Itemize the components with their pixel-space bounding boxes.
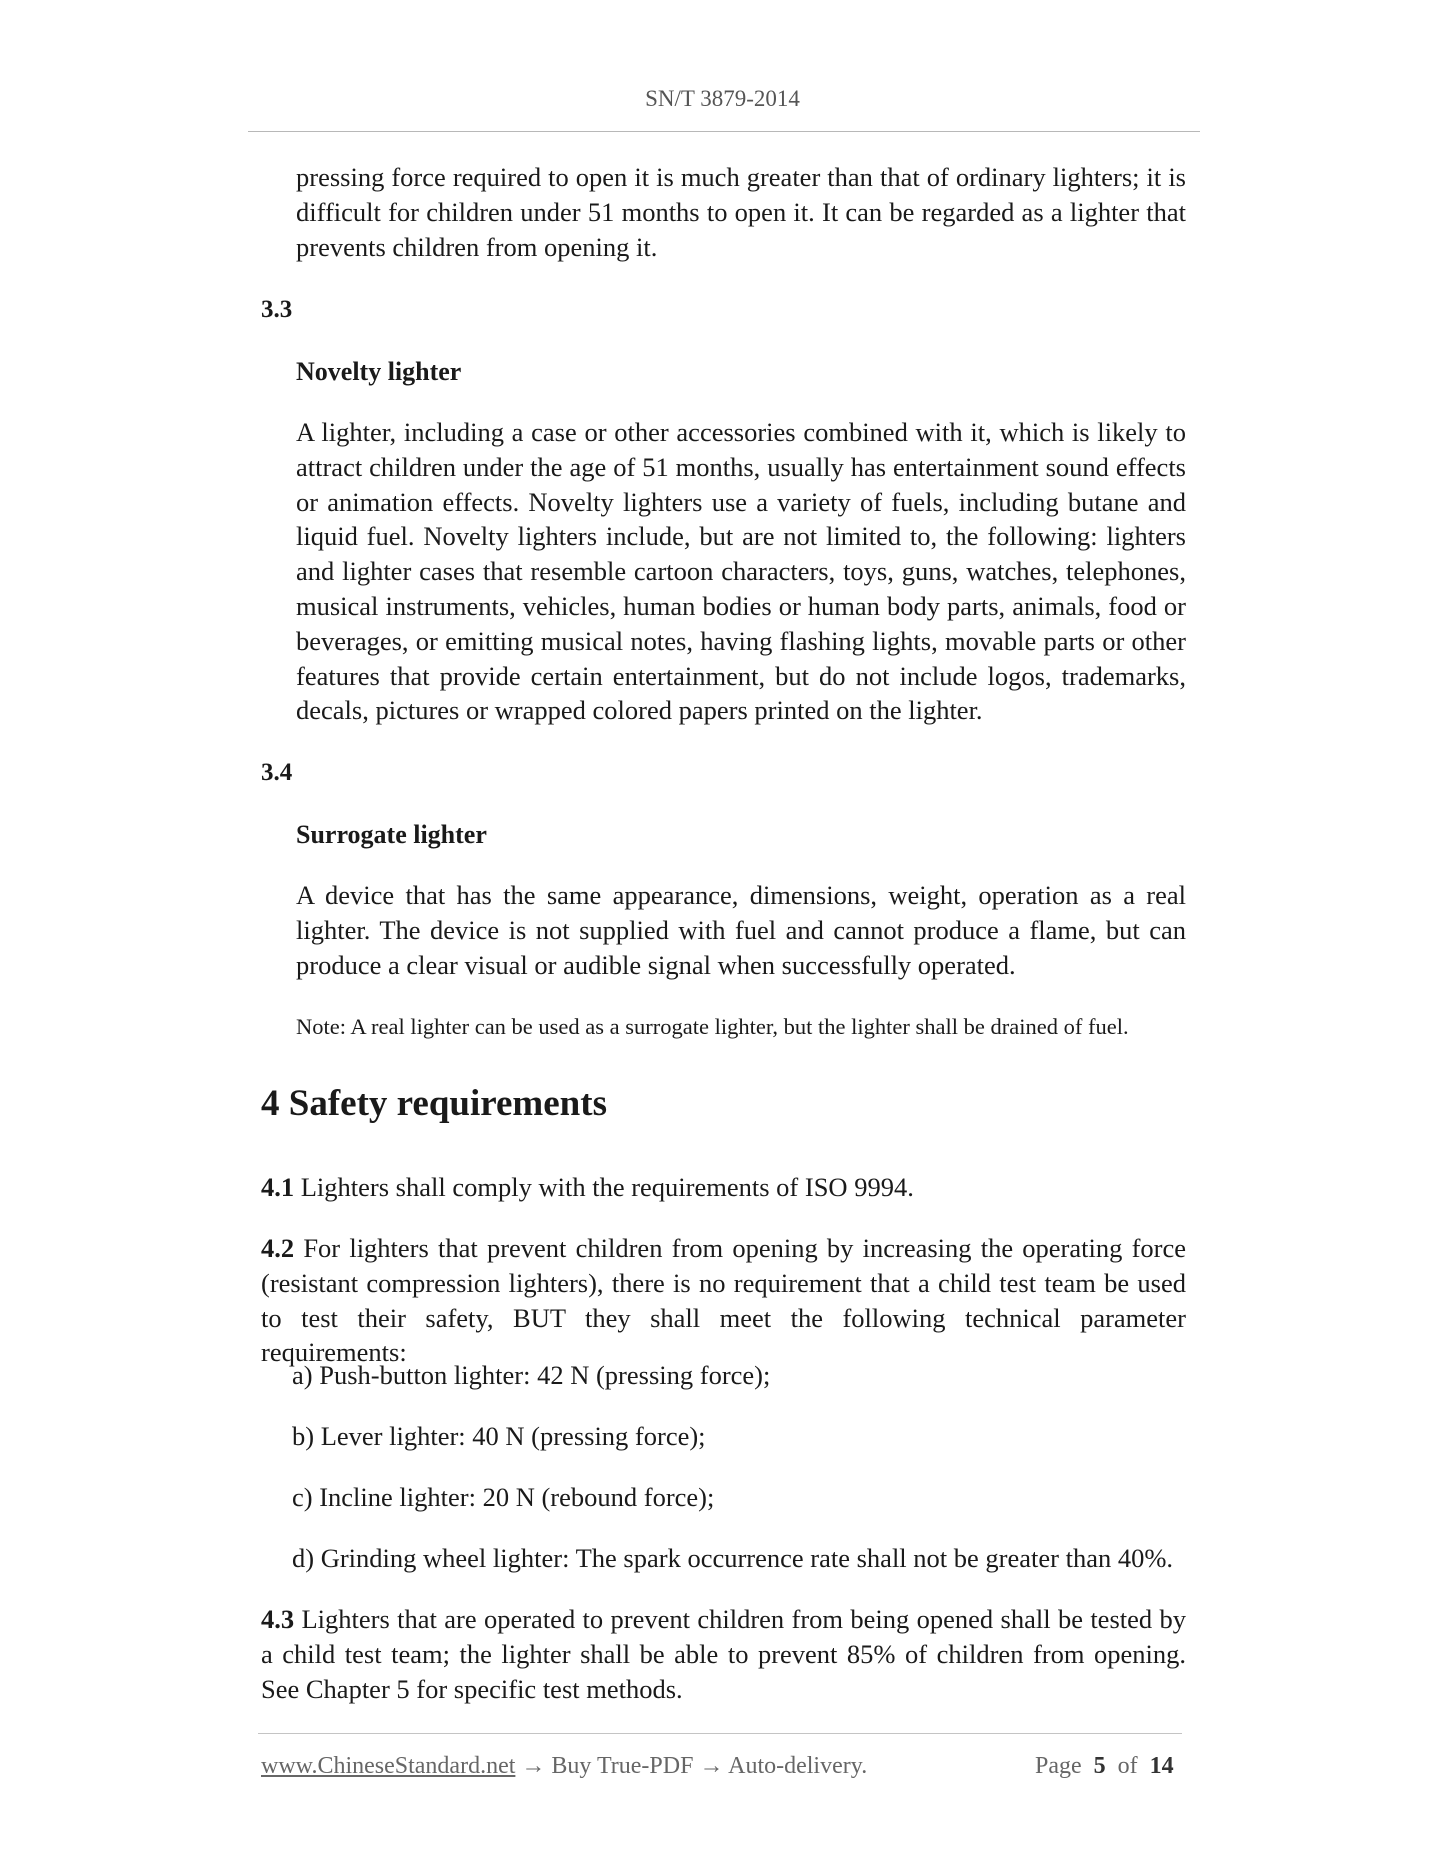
- note-surrogate-lighter: Note: A real lighter can be used as a surrogate lighter, but the lighter shall be drained of fuel.: [296, 1014, 1129, 1039]
- clause-4-1: [261, 1170, 1186, 1205]
- clause-number-4-3: 4.3: [261, 1604, 295, 1634]
- header-standard-code: SN/T 3879-2014: [645, 86, 800, 111]
- clause-4-3-text: Lighters that are operated to prevent children from being opened shall be tested by a child test team; the lighter shall be able to prevent 85% of children from opening. See Chapter 5 for specific test methods.: [261, 1604, 1186, 1704]
- page-total: 14: [1149, 1753, 1174, 1779]
- footer-promo: [261, 1753, 867, 1780]
- clause-4-2: [261, 1231, 1186, 1370]
- clause-4-2-text: For lighters that prevent children from opening by increasing the operating force (resistant compression lighters), there is no requirement that a child test team be used to test their safety, BUT they shall meet the following technical parameter requirements:: [261, 1233, 1186, 1368]
- clause-number-3-3: 3.3: [261, 296, 293, 323]
- footer-page-number: [1035, 1753, 1174, 1780]
- footer-divider: [258, 1733, 1182, 1734]
- clause-number-4-1: 4.1: [261, 1172, 295, 1202]
- term-title-novelty-lighter: Novelty lighter: [296, 357, 462, 386]
- clause-number-3-4: 3.4: [261, 759, 293, 786]
- footer-site-link[interactable]: www.ChineseStandard.net: [261, 1753, 516, 1779]
- definition-surrogate-lighter: A device that has the same appearance, dimensions, weight, operation as a real lighter. The device is not supplied with fuel and cannot produce a flame, but can produce a clear visual or audible signal when successfully operated.: [296, 880, 1186, 980]
- clause-4-3: [261, 1602, 1186, 1706]
- section-heading-safety-requirements: 4 Safety requirements: [261, 1083, 607, 1124]
- clause-number-4-2: 4.2: [261, 1233, 295, 1263]
- list-item-push-button: a) Push-button lighter: 42 N (pressing force);: [292, 1360, 771, 1390]
- list-item-grinding-wheel: d) Grinding wheel lighter: The spark occurrence rate shall not be greater than 40%.: [292, 1543, 1174, 1573]
- continuation-paragraph: pressing force required to open it is much greater than that of ordinary lighters; it is difficult for children under 51 months to open it. It can be regarded as a lighter that prevents children from opening it.: [296, 162, 1186, 262]
- page-label: Page: [1035, 1753, 1082, 1779]
- clause-4-1-text: Lighters shall comply with the requirements of ISO 9994.: [294, 1172, 914, 1202]
- definition-novelty-lighter: A lighter, including a case or other accessories combined with it, which is likely to attract children under the age of 51 months, usually has entertainment sound effects or animation effects. Novelty lighters use a variety of fuels, including butane and liquid fuel. Novelty lighters include, but are not limited to, the following: lighters and lighter cases that resemble cartoon characters, toys, guns, watches, telephones, musical instruments, vehicles, human bodies or human body parts, animals, food or beverages, or emitting musical notes, having flashing lights, movable parts or other features that provide certain entertainment, but do not include logos, trademarks, decals, pictures or wrapped colored papers printed on the lighter.: [296, 417, 1186, 726]
- list-item-incline: c) Incline lighter: 20 N (rebound force);: [292, 1482, 715, 1512]
- list-item-lever: b) Lever lighter: 40 N (pressing force);: [292, 1421, 706, 1451]
- footer-promo-text: → Buy True-PDF → Auto-delivery.: [515, 1753, 868, 1779]
- page-of-label: of: [1117, 1753, 1138, 1779]
- header-divider: [248, 131, 1200, 132]
- page-current: 5: [1093, 1753, 1106, 1779]
- term-title-surrogate-lighter: Surrogate lighter: [296, 820, 487, 849]
